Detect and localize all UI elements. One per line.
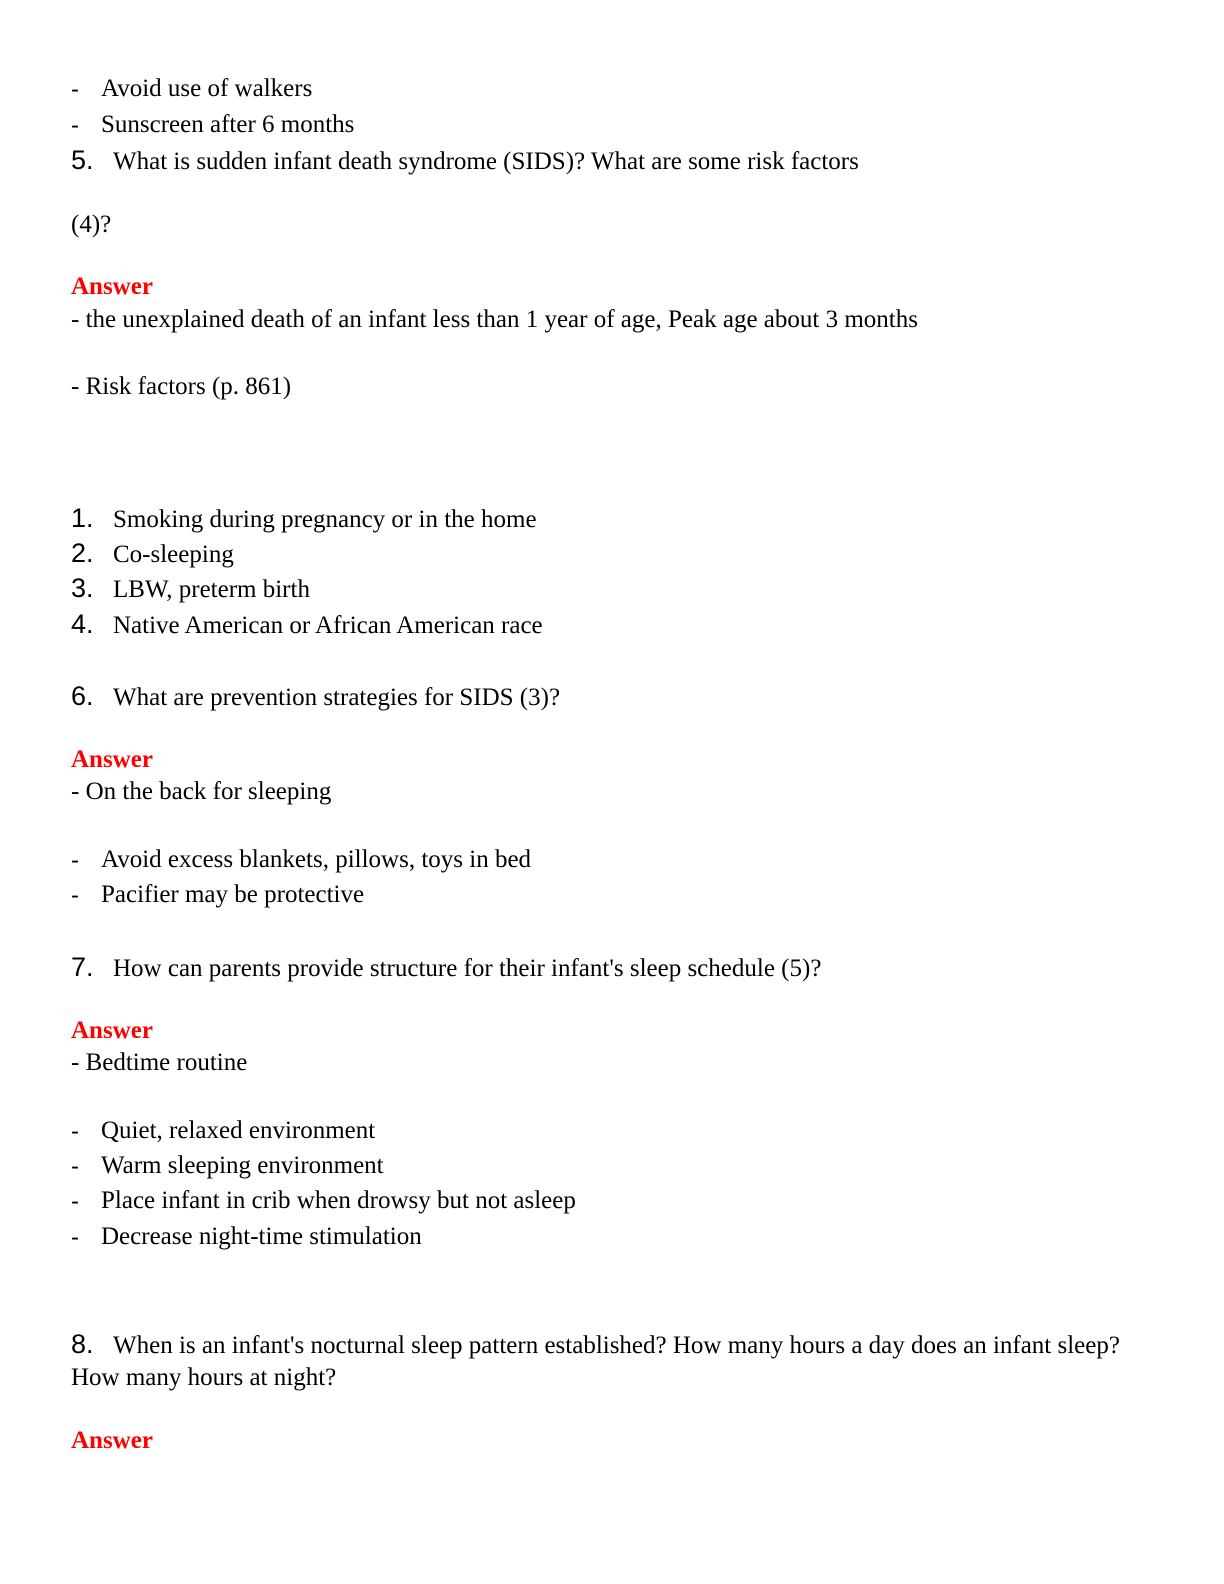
bullet-dash: - <box>71 1153 79 1180</box>
question-8 <box>71 1328 1151 1394</box>
bullet-dash: - <box>71 847 79 874</box>
question-number: 8. <box>71 1329 94 1359</box>
bullet-item: Quiet, relaxed environment <box>101 1117 376 1144</box>
numbered-item <box>71 611 543 638</box>
answer-label: Answer <box>71 1017 153 1044</box>
question-continuation: (4)? <box>71 211 112 238</box>
question-number: 6. <box>71 681 94 711</box>
bullet-dash: - <box>71 1224 79 1251</box>
bullet-item: Sunscreen after 6 months <box>101 111 355 138</box>
item-text: Co-sleeping <box>113 541 234 568</box>
item-number: 2. <box>71 538 94 568</box>
question-number: 7. <box>71 952 94 982</box>
bullet-item: Warm sleeping environment <box>101 1152 384 1179</box>
bullet-item: Avoid excess blankets, pillows, toys in bed <box>101 846 532 873</box>
answer-line: - Risk factors (p. 861) <box>71 373 292 400</box>
bullet-dash: - <box>71 1118 79 1145</box>
item-text: LBW, preterm birth <box>113 576 310 603</box>
question-text: How can parents provide structure for their infant's sleep schedule (5)? <box>113 955 822 982</box>
bullet-item: Place infant in crib when drowsy but not asleep <box>101 1187 576 1214</box>
item-text: Native American or African American race <box>113 612 543 639</box>
question-5 <box>71 147 859 174</box>
numbered-item <box>71 540 234 567</box>
question-text: What is sudden infant death syndrome (SIDS)? What are some risk factors <box>113 148 859 175</box>
answer-label: Answer <box>71 1427 153 1454</box>
answer-label: Answer <box>71 746 153 773</box>
bullet-dash: - <box>71 112 79 139</box>
numbered-item <box>71 575 310 602</box>
item-text: Smoking during pregnancy or in the home <box>113 506 537 533</box>
bullet-dash: - <box>71 1188 79 1215</box>
answer-line: - Bedtime routine <box>71 1049 248 1076</box>
answer-label: Answer <box>71 273 153 300</box>
question-number: 5. <box>71 145 94 175</box>
answer-line: - On the back for sleeping <box>71 778 332 805</box>
bullet-item: Pacifier may be protective <box>101 881 365 908</box>
question-7 <box>71 954 821 981</box>
bullet-item: Avoid use of walkers <box>101 75 313 102</box>
bullet-item: Decrease night-time stimulation <box>101 1223 422 1250</box>
item-number: 1. <box>71 503 94 533</box>
question-text: What are prevention strategies for SIDS (3)? <box>113 684 561 711</box>
question-6 <box>71 683 560 710</box>
numbered-item <box>71 505 537 532</box>
item-number: 3. <box>71 573 94 603</box>
bullet-dash: - <box>71 882 79 909</box>
question-text: When is an infant's nocturnal sleep pattern established? How many hours a day does an infant sleep? How many hours at night? <box>71 1332 1120 1391</box>
bullet-dash: - <box>71 76 79 103</box>
answer-line: - the unexplained death of an infant less than 1 year of age, Peak age about 3 months <box>71 306 918 333</box>
item-number: 4. <box>71 609 94 639</box>
